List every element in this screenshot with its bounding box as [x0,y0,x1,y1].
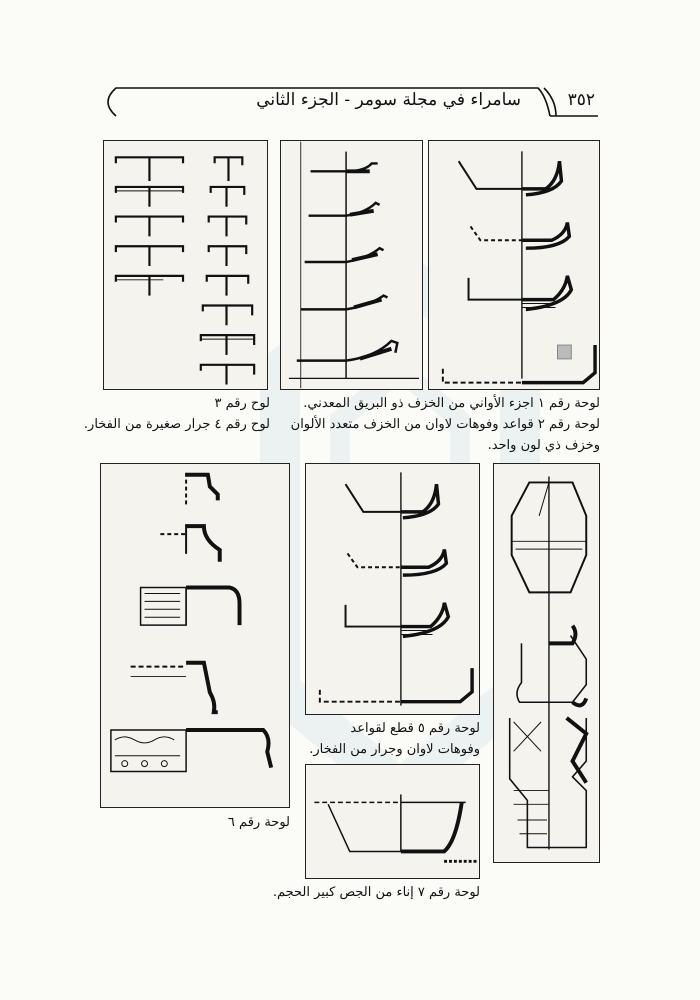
plate-1-drawing [429,141,599,389]
page-header [98,86,601,118]
plate-7-figure [305,764,480,879]
plate-6-figure [100,463,290,808]
page-number: ٣٥٢ [567,90,595,110]
caption-plate-6: لوحة رقم ٦ [227,815,290,830]
caption-plate-1: لوحة رقم ١ اجزء الأواني من الخزف ذو البريق المعدني. [303,396,600,411]
plate-4-figure [280,140,423,390]
caption-plate-3: لوح رقم ٣ [214,396,270,411]
plate-4-drawing [281,141,422,389]
plate-vessels-drawing [494,464,599,862]
plate-pottery-vessels-figure [493,463,600,863]
plate-5-figure [305,463,480,715]
caption-plate-5: لوحة رقم ٥ قطع لقواعد وفوهات لاوان وجرار من الفخار. [309,721,480,757]
plate-7-drawing [306,765,479,878]
plate-1-figure [428,140,600,390]
plate-3-drawing [104,141,267,389]
header-title: سامراء في مجلة سومر - الجزء الثاني [256,90,521,110]
caption-plate-4: لوح رقم ٤ جرار صغيرة من الفخار. [83,417,270,432]
plate-6-drawing [101,464,289,807]
caption-plate-7: لوحة رقم ٧ إناء من الجص كبير الحجم. [272,885,480,900]
caption-plate-2: لوحة رقم ٢ قواعد وفوهات لاوان من الخزف متعدد الألوان وخزف ذي لون واحد. [290,417,600,453]
plate-5-drawing [306,464,479,714]
plate-3-figure [103,140,268,390]
